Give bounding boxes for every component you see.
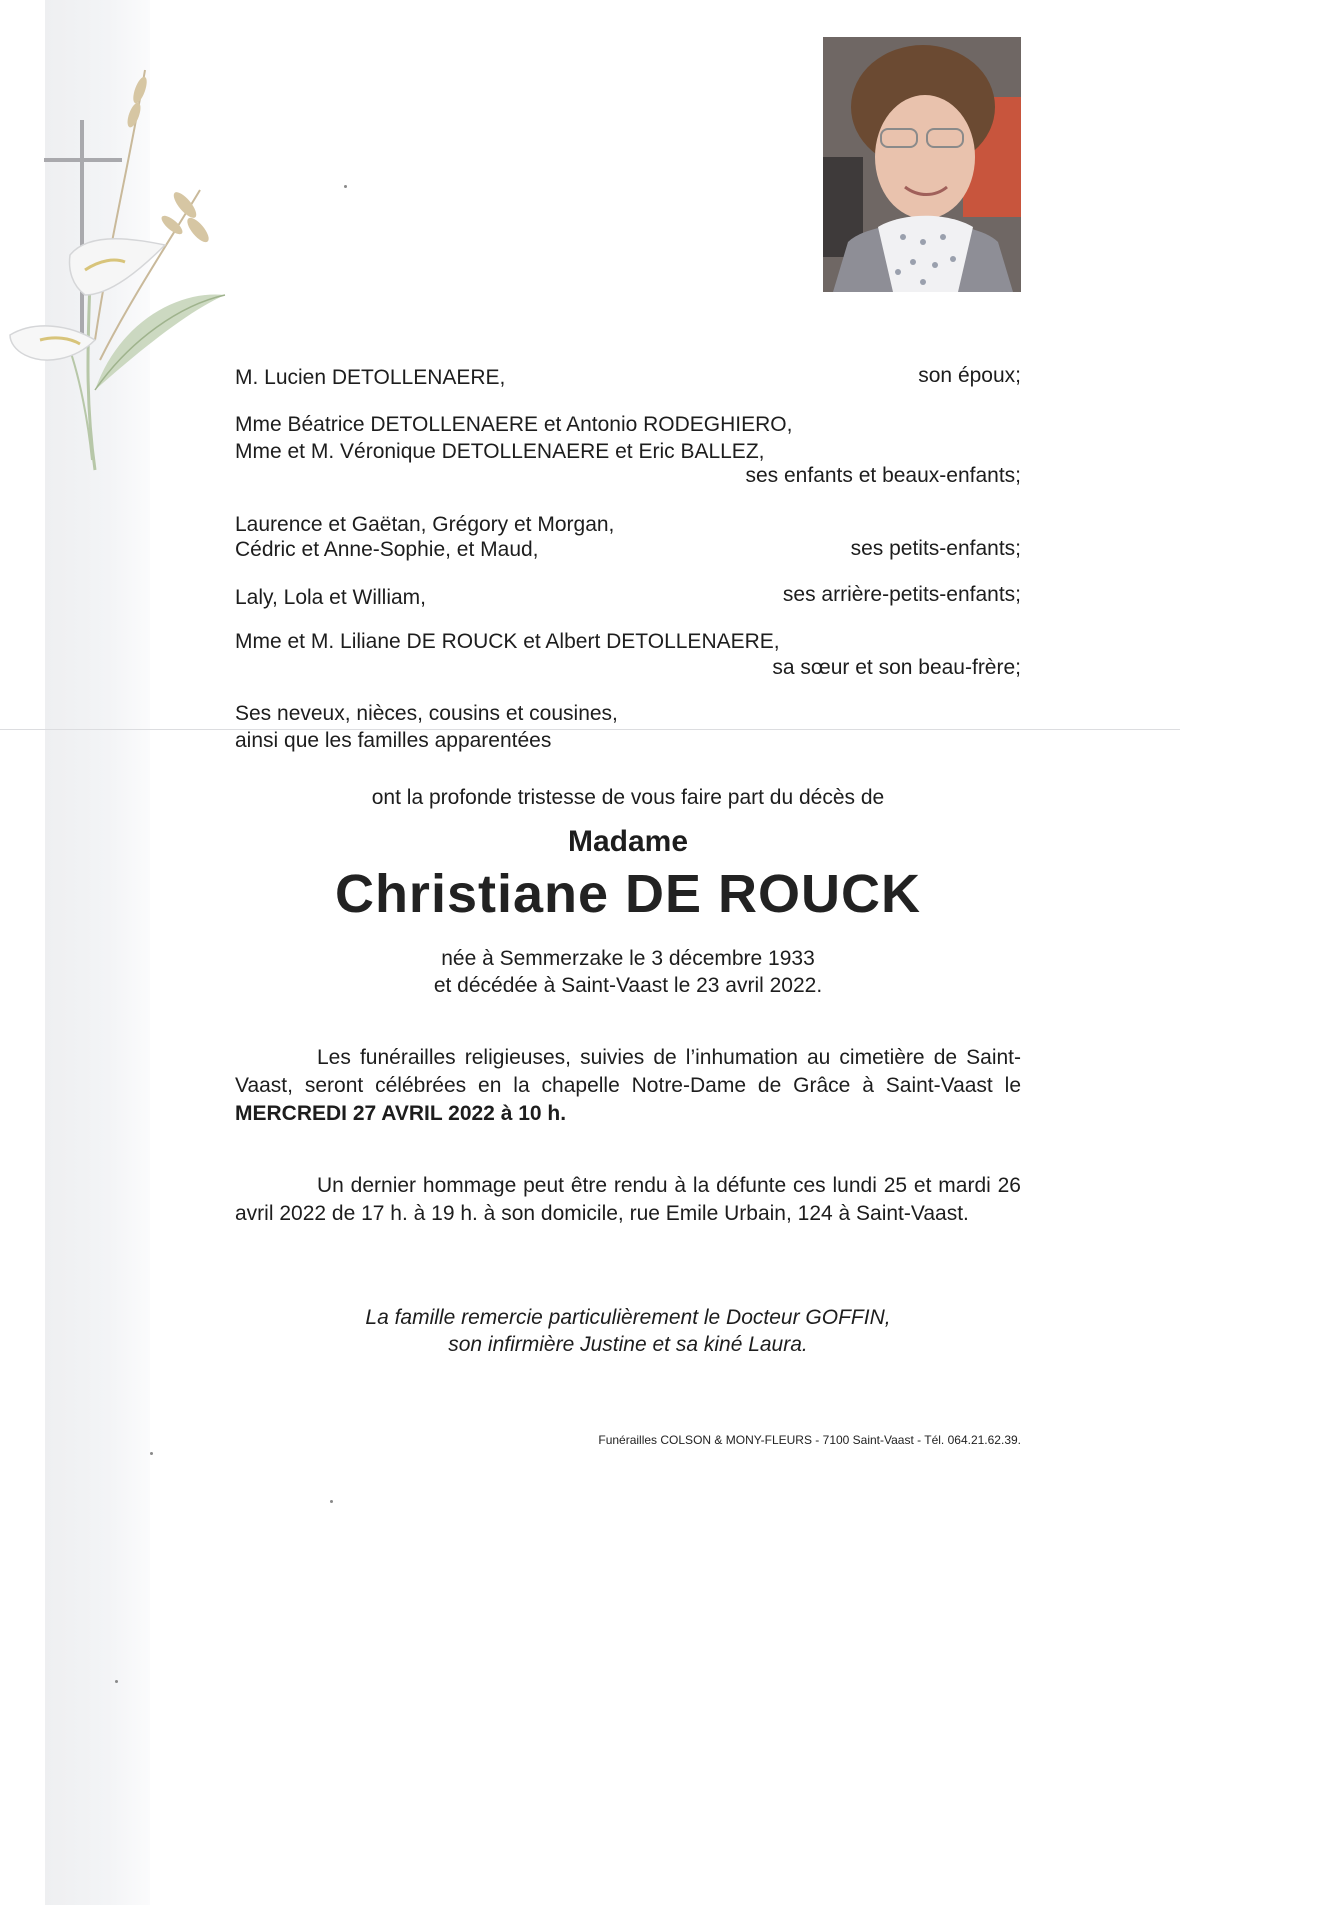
grandchildren-relation: ses petits-enfants; xyxy=(850,537,1021,560)
sister-line-1: Mme et M. Liliane DE ROUCK et Albert DETOLLENAERE, xyxy=(235,630,780,653)
others-line-1: Ses neveux, nièces, cousins et cousines, xyxy=(235,702,618,725)
scan-speck xyxy=(115,1680,118,1683)
deceased-name: Christiane DE ROUCK xyxy=(334,864,922,924)
funeral-date: MERCREDI 27 AVRIL 2022 à 10 h. xyxy=(235,1102,567,1125)
scan-speck xyxy=(330,1500,333,1503)
children-relation: ses enfants et beaux-enfants; xyxy=(745,464,1021,487)
grandchildren-line-1: Laurence et Gaëtan, Grégory et Morgan, xyxy=(235,513,615,536)
death-line: et décédée à Saint-Vaast le 23 avril 2022. xyxy=(433,974,823,997)
honorific: Madame xyxy=(567,825,689,858)
funeral-text: Les funérailles religieuses, suivies de l’inhumation au cimetière de Saint-Vaast, seront célébrées en la chapelle Notre-Dame de Grâce à Saint-Vaast le xyxy=(235,1046,1021,1097)
thanks-line-2: son infirmière Justine et sa kiné Laura. xyxy=(448,1333,808,1356)
grandchildren-line-2: Cédric et Anne-Sophie, et Maud, xyxy=(235,538,539,561)
sister-relation: sa sœur et son beau-frère; xyxy=(772,656,1021,679)
homage-paragraph: Un dernier hommage peut être rendu à la défunte ces lundi 25 et mardi 26 avril 2022 de 17 h. à 19 h. à son domicile, rue Emile Urbain, 124 à Saint-Vaast. xyxy=(235,1174,1021,1225)
children-line-2: Mme et M. Véronique DETOLLENAERE et Eric BALLEZ, xyxy=(235,440,765,463)
portrait-photo xyxy=(823,37,1021,292)
great-grandchildren-names: Laly, Lola et William, xyxy=(235,586,427,609)
spouse-name: M. Lucien DETOLLENAERE, xyxy=(235,366,506,389)
scan-speck xyxy=(150,1452,153,1455)
announcement-intro: ont la profonde tristesse de vous faire part du décès de xyxy=(371,786,885,809)
scan-speck xyxy=(344,185,347,188)
cross-lily-wheat-decoration xyxy=(0,40,240,500)
funeral-paragraph xyxy=(235,1044,1021,1128)
great-grandchildren-relation: ses arrière-petits-enfants; xyxy=(782,583,1021,606)
funeral-home-footer: Funérailles COLSON & MONY-FLEURS - 7100 Saint-Vaast - Tél. 064.21.62.39. xyxy=(598,1433,1021,1447)
thanks-line-1: La famille remercie particulièrement le Docteur GOFFIN, xyxy=(365,1306,891,1329)
birth-line: née à Semmerzake le 3 décembre 1933 xyxy=(441,947,815,970)
others-line-2: ainsi que les familles apparentées xyxy=(235,729,552,752)
spouse-relation: son époux; xyxy=(918,364,1021,387)
children-line-1: Mme Béatrice DETOLLENAERE et Antonio RODEGHIERO, xyxy=(235,413,793,436)
fold-line xyxy=(0,729,1180,730)
